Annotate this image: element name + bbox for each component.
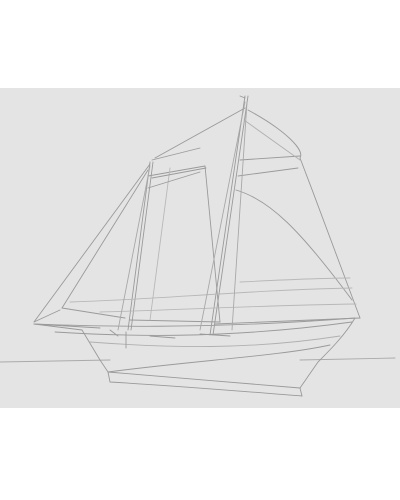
main-topsail bbox=[155, 96, 300, 160]
fore-gaff bbox=[148, 148, 206, 188]
construction-lines bbox=[70, 278, 356, 312]
mainmast bbox=[210, 96, 248, 335]
waterline bbox=[0, 358, 395, 362]
hull bbox=[34, 318, 355, 388]
keel bbox=[108, 372, 302, 396]
deck-details bbox=[110, 330, 230, 348]
